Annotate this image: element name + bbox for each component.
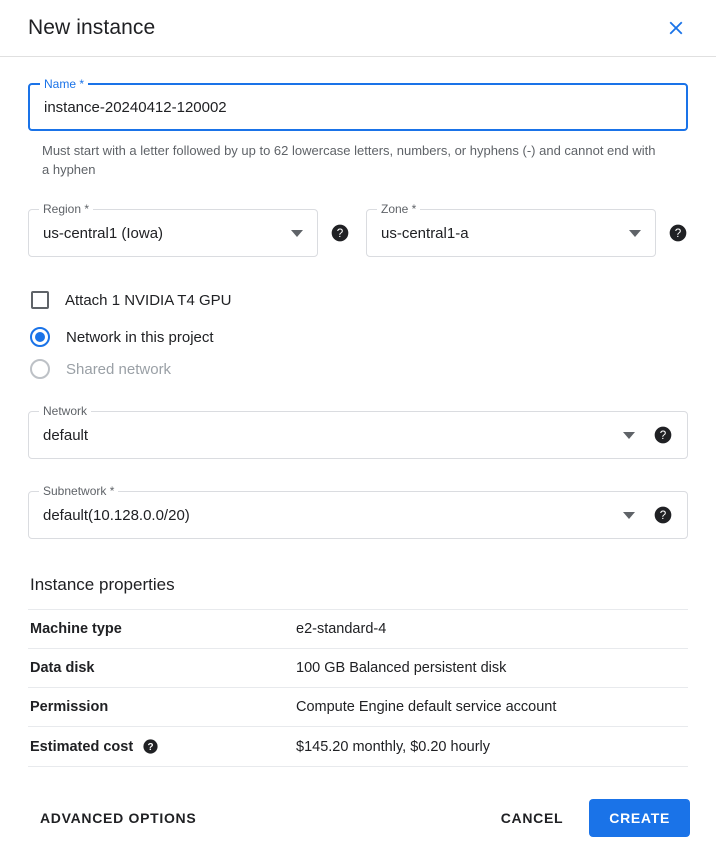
network-project-radio[interactable] (30, 327, 50, 347)
svg-text:?: ? (659, 509, 667, 523)
region-zone-row (28, 202, 688, 257)
help-icon[interactable] (653, 425, 673, 445)
instance-properties-table (28, 609, 688, 767)
table-row (28, 610, 688, 649)
subnetwork-label: Subnetwork * (39, 484, 118, 498)
cancel-button[interactable]: CANCEL (489, 800, 576, 836)
zone-col (366, 202, 688, 257)
zone-value: us-central1-a (381, 224, 469, 242)
chevron-down-icon[interactable] (623, 432, 635, 439)
zone-select[interactable] (366, 202, 656, 257)
table-row (28, 649, 688, 688)
name-input[interactable]: instance-20240412-120002 (44, 98, 227, 116)
zone-select-wrap (366, 202, 688, 257)
property-key: Data disk (28, 649, 296, 688)
network-label: Network (39, 404, 91, 418)
property-value: $145.20 monthly, $0.20 hourly (296, 727, 688, 767)
advanced-options-button[interactable]: ADVANCED OPTIONS (28, 800, 208, 836)
shared-network-radio-row (28, 359, 688, 379)
chevron-down-icon[interactable] (291, 230, 303, 237)
region-label: Region * (39, 202, 93, 216)
property-key: Permission (28, 688, 296, 727)
gpu-checkbox-label: Attach 1 NVIDIA T4 GPU (65, 291, 232, 309)
property-key-label: Estimated cost (30, 738, 134, 755)
network-project-radio-row[interactable] (28, 327, 688, 347)
page-title: New instance (28, 16, 156, 39)
region-value: us-central1 (Iowa) (43, 224, 164, 242)
subnetwork-value: default(10.128.0.0/20) (43, 506, 190, 524)
close-glyph (665, 17, 687, 39)
shared-network-label: Shared network (66, 360, 172, 378)
subnetwork-field-wrap (28, 484, 688, 539)
region-col (28, 202, 350, 257)
svg-text:?: ? (674, 227, 682, 241)
footer-actions (489, 799, 690, 837)
subnetwork-select[interactable] (28, 484, 688, 539)
help-icon[interactable] (142, 738, 159, 755)
name-field[interactable] (28, 77, 688, 131)
gpu-checkbox-row[interactable] (28, 291, 688, 309)
network-select[interactable] (28, 404, 688, 459)
network-project-label: Network in this project (66, 328, 214, 346)
dialog-header (0, 0, 716, 57)
property-key: Machine type (28, 610, 296, 649)
property-key-cost (28, 727, 296, 767)
chevron-down-icon[interactable] (629, 230, 641, 237)
help-icon[interactable] (653, 505, 673, 525)
svg-text:?: ? (659, 429, 667, 443)
chevron-down-icon[interactable] (623, 512, 635, 519)
svg-text:?: ? (336, 227, 344, 241)
property-value: e2-standard-4 (296, 610, 688, 649)
name-field-label: Name * (40, 77, 88, 91)
create-button[interactable]: CREATE (589, 799, 690, 837)
help-icon[interactable] (330, 223, 350, 243)
gpu-checkbox[interactable] (31, 291, 49, 309)
help-icon[interactable] (668, 223, 688, 243)
instance-properties-title: Instance properties (30, 575, 175, 594)
name-helper-text: Must start with a letter followed by up to 62 lowercase letters, numbers, or hyphens (-) and cannot end with a hyphen (42, 143, 656, 177)
property-value: Compute Engine default service account (296, 688, 688, 727)
network-field-wrap (28, 404, 688, 459)
close-icon[interactable] (660, 12, 692, 44)
table-row (28, 688, 688, 727)
zone-label: Zone * (377, 202, 420, 216)
region-select-wrap (28, 202, 350, 257)
svg-text:?: ? (147, 742, 154, 754)
region-select[interactable] (28, 202, 318, 257)
shared-network-radio (30, 359, 50, 379)
dialog-body (0, 57, 716, 781)
property-value: 100 GB Balanced persistent disk (296, 649, 688, 688)
network-value: default (43, 426, 89, 444)
table-row (28, 727, 688, 767)
dialog-footer (0, 781, 716, 861)
